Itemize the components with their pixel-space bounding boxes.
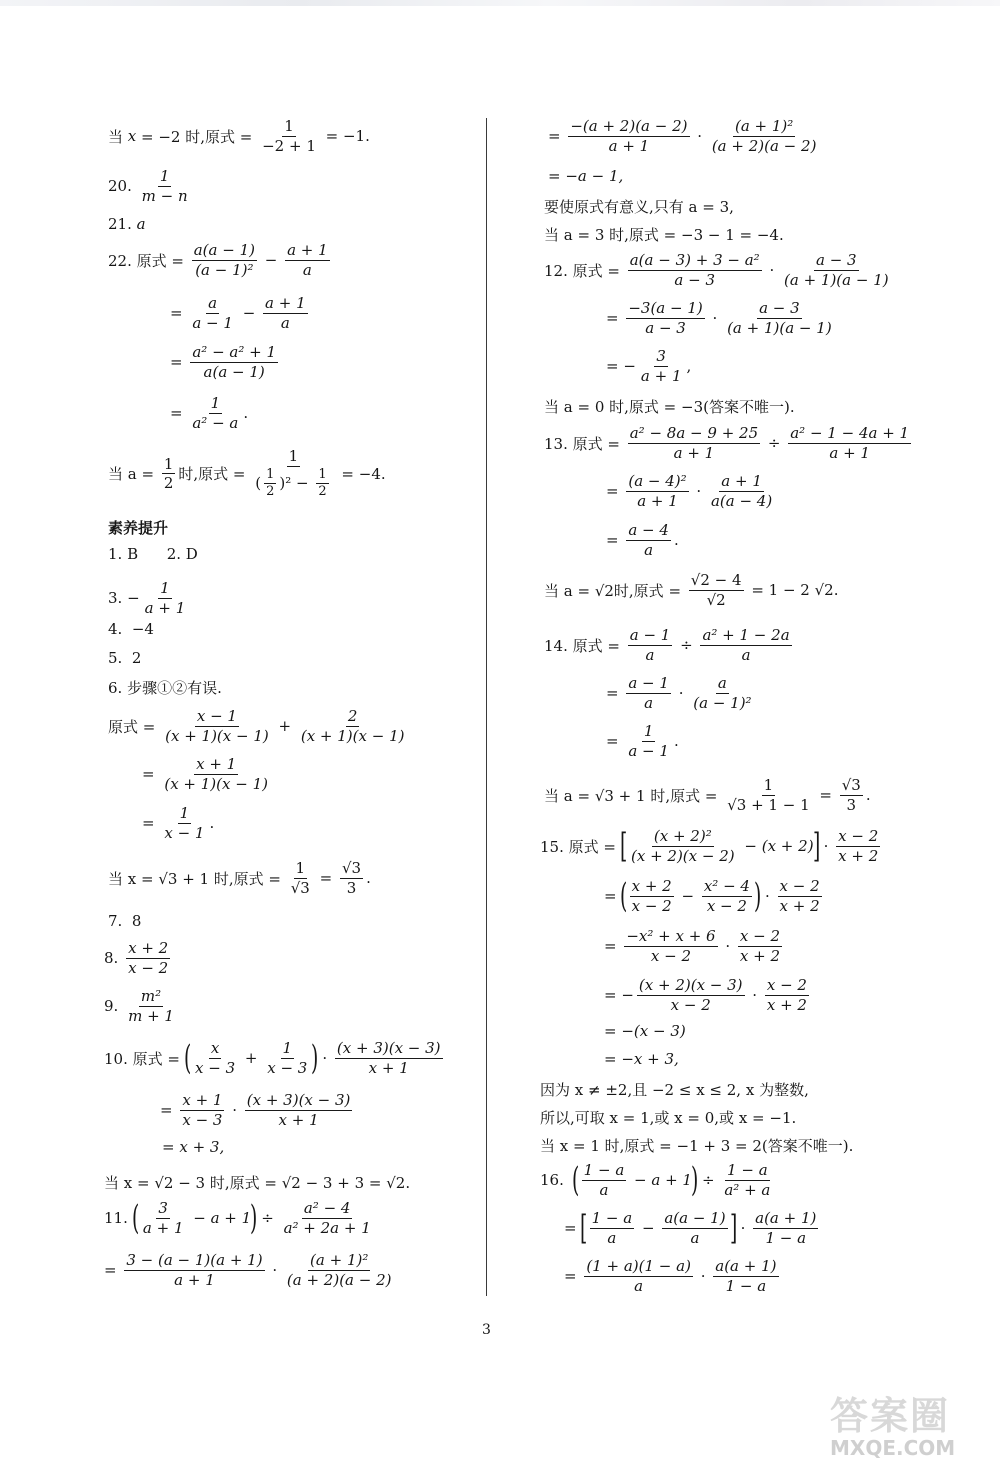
fraction: 1 ( $\frac{1}{2}$ )² − $\frac{1}{2}$	[255, 447, 327, 499]
column-divider	[486, 118, 487, 1296]
s10-step-3: = x + 3,	[162, 1138, 225, 1156]
s15-step-1: 15. 原式 = [ $\frac{\text{(x + 2)²}}{(x + 2)(x - 2)}$ − (x + 2) ] · $\frac{x - 2}{x + 2}$	[540, 826, 879, 866]
watermark-logo	[830, 1385, 990, 1465]
s15-step-3: = $\frac{\text{−x² + x + 6}}{x - 2}$ · $\frac{x - 2}{x + 2}$	[604, 927, 781, 965]
s5-answer: 5. 2	[108, 649, 142, 667]
s11-evaluation: 当 a = 3 时,原式 = −3 − 1 = −4.	[544, 226, 784, 244]
s10-step-1: 10. 原式 = ( $\frac{x}{x - 3}$ + $\frac{1}{x - 3}$ ) · $\frac{(x + 3)(x - 3)}{x + 1}$	[104, 1038, 441, 1078]
s16-step-1: 16. ( $\frac{1 - a}{a}$ − a + 1 ) ÷ $\frac{1 - a}{\text{a² + a}}$	[540, 1160, 771, 1200]
s10-evaluation: 当 x = √2 − 3 时,原式 = √2 − 3 + 3 = √2.	[104, 1174, 411, 1192]
s14-step-2: = $\frac{a - 1}{a}$ · $\frac{a}{\text{(a − 1)²}}$	[606, 674, 752, 712]
s16-step-2: = [ $\frac{1 - a}{a}$ − $\frac{a(a - 1)}{a}$ ] · $\frac{a(a + 1)}{1 - a}$	[564, 1208, 817, 1248]
page-number: 3	[482, 1322, 491, 1338]
s16-step-3: = $\frac{(1 + a)(1 - a)}{a}$ · $\frac{a(a + 1)}{1 - a}$	[564, 1257, 777, 1295]
s15-step-4: = − $\frac{(x + 2)(x - 3)}{x - 2}$ · $\frac{x - 2}{x + 2}$	[604, 976, 807, 1014]
s1-s2-answers: 1. B 2. D	[108, 545, 198, 563]
text: x	[127, 127, 137, 145]
s11-step-2: = $\frac{3 - (a - 1)(a + 1)}{a + 1}$ · $\frac{\text{(a + 1)²}}{(a + 2)(a - 2)}$	[104, 1251, 392, 1289]
s6-evaluation: 当 x = √3 + 1 时,原式 = $\frac{1}{√3}$ = $\frac{√3}{3}$ .	[108, 859, 371, 897]
q22-step-1: 22. 原式 = $\frac{a(a - 1)}{\text{(a − 1)²}}$ − $\frac{a + 1}{a}$	[108, 241, 328, 279]
s4-answer: 4. −4	[108, 620, 154, 638]
s13-step-2: = $\frac{\text{(a − 4)²}}{a + 1}$ · $\frac{a + 1}{a(a - 4)}$	[606, 472, 773, 510]
text: = −2 时,原式 =	[136, 127, 258, 146]
s15-evaluation: 当 x = 1 时,原式 = −1 + 3 = 2(答案不唯一).	[540, 1137, 854, 1155]
fraction: $\frac{1}{-2 + 1}$	[262, 117, 316, 155]
s14-evaluation: 当 a = √3 + 1 时,原式 = $\frac{1}{√3 + 1 - 1}$ = $\frac{√3}{3}$ .	[544, 776, 871, 814]
s12-step-1: 12. 原式 = $\frac{\text{a(a − 3) + 3 − a²}}{a - 3}$ · $\frac{a - 3}{(a + 1)(a - 1)}$	[544, 251, 889, 289]
s6-answer: 6. 步骤①②有误.	[108, 679, 222, 697]
q22-evaluation: 当 a = $\frac{1}{2}$ 时,原式 = 1 ( $\frac{1}{2}$ )² − $\frac{1}{2}$ = −4.	[108, 447, 386, 499]
q20-answer: 20. $\frac{1}{m - n}$	[108, 167, 188, 205]
scan-top-band	[0, 0, 1000, 6]
s15-step-5: = −(x − 3)	[604, 1022, 686, 1040]
s12-step-3: = − $\frac{3}{a + 1}$ ,	[606, 347, 692, 385]
s15-reason: 因为 x ≠ ±2,且 −2 ≤ x ≤ 2, x 为整数,	[540, 1081, 809, 1099]
s13-step-1: 13. 原式 = $\frac{\text{a² − 8a − 9 + 25}}{a + 1}$ ÷ $\frac{\text{a² − 1 − 4a + 1}}{a + 1}$	[544, 424, 910, 462]
s11-step-4: = −a − 1,	[548, 167, 624, 185]
watermark-url: MXQE.COM	[830, 1436, 956, 1460]
s14-step-1: 14. 原式 = $\frac{a - 1}{a}$ ÷ $\frac{\text{a² + 1 − 2a}}{a}$	[544, 626, 790, 664]
q21-answer: 21. a	[108, 215, 146, 233]
s10-step-2: = $\frac{x + 1}{x - 3}$ · $\frac{(x + 3)(x - 3)}{x + 1}$	[160, 1091, 351, 1129]
s6-step-3: = $\frac{1}{x - 1}$ .	[142, 804, 215, 842]
text: 当	[108, 127, 128, 146]
q22-step-3: = $\frac{\text{a² − a² + 1}}{a(a - 1)}$	[170, 343, 277, 381]
s9-answer: 9. $\frac{\text{m²}}{m + 1}$	[104, 987, 174, 1025]
s14-step-3: = $\frac{1}{a - 1}$ .	[606, 722, 679, 760]
s6-step-2: = $\frac{x + 1}{(x + 1)(x - 1)}$	[142, 755, 268, 793]
text: = −1.	[320, 127, 370, 145]
s3-answer: 3. − $\frac{1}{a + 1}$	[108, 579, 186, 617]
s12-step-2: = $\frac{-3(a - 1)}{a - 3}$ · $\frac{a - 3}{(a + 1)(a - 1)}$	[606, 299, 832, 337]
s11-step-3: = $\frac{-(a + 2)(a - 2)}{a + 1}$ · $\frac{\text{(a + 1)²}}{(a + 2)(a - 2)}$	[548, 117, 817, 155]
section-heading: 素养提升	[108, 519, 169, 537]
s15-step-6: = −x + 3,	[604, 1050, 679, 1068]
watermark-mark: 答案圈	[830, 1394, 951, 1438]
q19-result-line	[108, 118, 370, 154]
fraction: $\frac{1}{m - n}$	[141, 167, 188, 205]
s13-evaluation: 当 a = √2时,原式 = $\frac{√2 - 4}{√2}$ = 1 − 2 √2.	[544, 571, 839, 609]
s11-condition: 要使原式有意义,只有 a = 3,	[544, 198, 734, 216]
s13-step-3: = $\frac{a - 4}{a}$ .	[606, 521, 679, 559]
s15-choice: 所以,可取 x = 1,或 x = 0,或 x = −1.	[540, 1109, 797, 1127]
s15-step-2: = ( $\frac{x + 2}{x - 2}$ − $\frac{\text{x² − 4}}{x - 2}$ ) · $\frac{x - 2}{x + 2}$	[604, 876, 820, 916]
q22-step-2: = $\frac{a}{a - 1}$ − $\frac{a + 1}{a}$	[170, 294, 306, 332]
s6-step-1: 原式 = $\frac{x - 1}{(x + 1)(x - 1)}$ + $\frac{2}{(x + 1)(x - 1)}$	[108, 707, 405, 745]
q22-step-4: = $\frac{1}{\text{a² − a}}$ .	[170, 394, 249, 432]
s12-evaluation: 当 a = 0 时,原式 = −3(答案不唯一).	[544, 398, 795, 416]
s7-answer: 7. 8	[108, 912, 142, 930]
s11-step-1: 11. ( $\frac{3}{a + 1}$ − a + 1 ) ÷ $\frac{\text{a² − 4}}{\text{a² + 2a + 1}}$	[104, 1198, 371, 1238]
s8-answer: 8. $\frac{x + 2}{x - 2}$	[104, 939, 169, 977]
